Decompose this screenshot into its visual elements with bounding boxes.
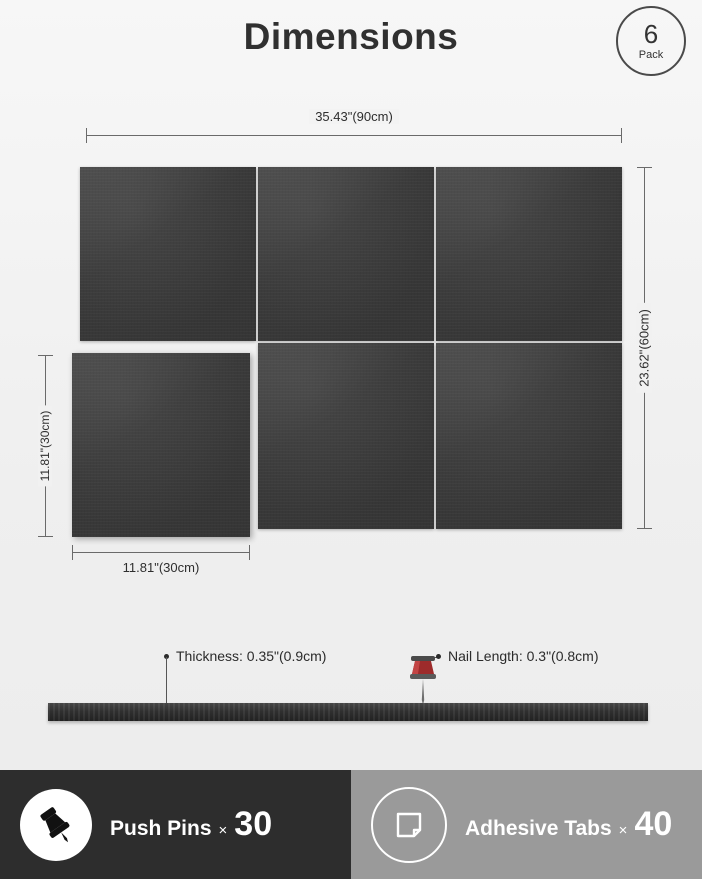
push-pins-times: × xyxy=(218,822,228,839)
adhesive-tabs-text xyxy=(465,805,672,844)
acoustic-panel xyxy=(258,167,434,341)
tile-width-label: 11.81"(30cm) xyxy=(122,560,200,575)
thickness-label: Thickness: 0.35"(0.9cm) xyxy=(176,648,327,664)
dimension-cap-right xyxy=(621,128,622,143)
push-pin-icon xyxy=(20,789,92,861)
dimension-cap-bottom xyxy=(38,536,53,537)
adhesive-tabs-count: 40 xyxy=(634,805,673,843)
pack-count: 6 xyxy=(643,19,659,49)
dimension-cap-bottom xyxy=(637,528,652,529)
dimension-line xyxy=(86,135,622,136)
pack-badge xyxy=(616,6,686,76)
adhesive-tabs-label: Adhesive Tabs xyxy=(465,817,612,840)
push-pins-text xyxy=(110,805,272,844)
overall-width-dimension xyxy=(86,109,622,142)
panel-thickness-slab xyxy=(48,703,648,721)
acoustic-panel xyxy=(80,167,256,341)
overall-height-dimension xyxy=(637,167,651,529)
overall-width-label-wrap xyxy=(86,109,622,124)
adhesive-tab-glyph xyxy=(386,802,432,848)
acoustic-panel xyxy=(436,343,622,529)
thickness-leader-line xyxy=(166,657,167,705)
pack-label: Pack xyxy=(638,49,664,61)
acoustic-panel xyxy=(436,167,622,341)
tile-height-dimension xyxy=(38,355,52,537)
push-pin-glyph xyxy=(33,802,79,848)
push-pins-label: Push Pins xyxy=(110,817,212,840)
page-title: Dimensions xyxy=(243,16,459,57)
push-pins-banner xyxy=(0,770,351,879)
acoustic-panel xyxy=(258,343,434,529)
dimension-line xyxy=(72,552,250,553)
overall-height-label: 23.62"(60cm) xyxy=(637,303,652,393)
dimension-cap-right xyxy=(249,545,250,560)
nail-length-label: Nail Length: 0.3"(0.8cm) xyxy=(448,648,599,664)
tile-height-label: 11.81"(30cm) xyxy=(38,406,52,487)
adhesive-tabs-banner xyxy=(351,770,702,879)
adhesive-tab-icon xyxy=(371,787,447,863)
overall-width-label: 35.43"(90cm) xyxy=(309,109,399,124)
push-pins-count: 30 xyxy=(234,805,273,843)
acoustic-panel-front xyxy=(72,353,250,537)
adhesive-tabs-times: × xyxy=(618,822,628,839)
tile-width-dimension xyxy=(72,552,250,575)
